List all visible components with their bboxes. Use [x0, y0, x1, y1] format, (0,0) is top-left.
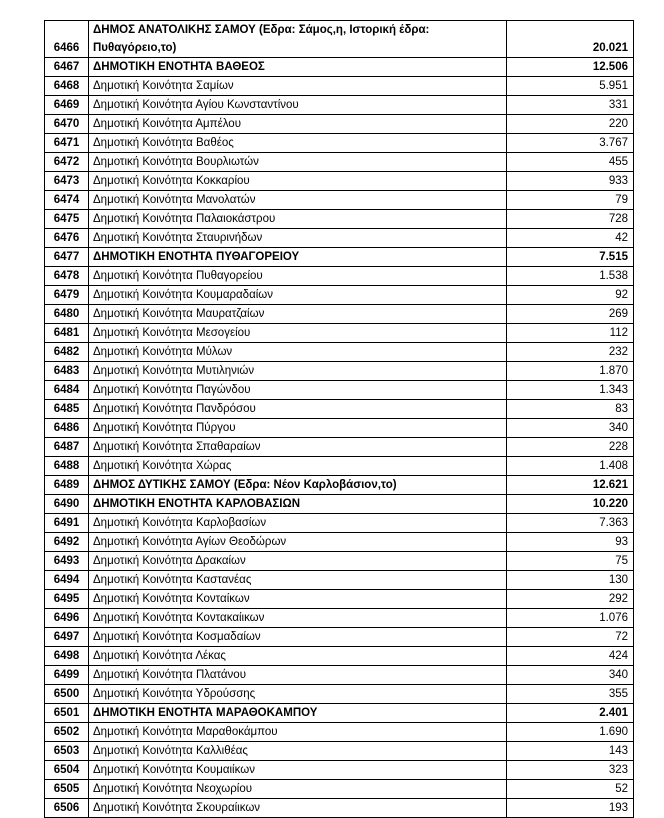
table-row — [45, 134, 634, 153]
row-name-cell: Δημοτική Κοινότητα Κουμαιίκων — [89, 761, 507, 780]
row-name-cell: Δημοτική Κοινότητα Καστανέας — [89, 571, 507, 590]
row-population-cell: 728 — [507, 210, 634, 229]
row-name-cell: ΔΗΜΟΤΙΚΗ ΕΝΟΤΗΤΑ ΠΥΘΑΓΟΡΕΙΟΥ — [89, 248, 507, 267]
row-name-cell: ΔΗΜΟΤΙΚΗ ΕΝΟΤΗΤΑ ΚΑΡΛΟΒΑΣΙΩΝ — [89, 495, 507, 514]
row-code-cell: 6497 — [45, 628, 89, 647]
row-code-cell: 6482 — [45, 343, 89, 362]
row-name-cell: Δημοτική Κοινότητα Μεσογείου — [89, 324, 507, 343]
row-code-cell: 6474 — [45, 191, 89, 210]
row-code-cell: 6484 — [45, 381, 89, 400]
table-row — [45, 571, 634, 590]
row-name-cell: Δημοτική Κοινότητα Σαμίων — [89, 77, 507, 96]
row-code-cell: 6492 — [45, 533, 89, 552]
row-population-cell: 1.408 — [507, 457, 634, 476]
row-population-cell: 12.506 — [507, 58, 634, 77]
row-population-cell: 52 — [507, 780, 634, 799]
row-population-cell: 1.076 — [507, 609, 634, 628]
row-code-cell: 6505 — [45, 780, 89, 799]
row-code-cell: 6467 — [45, 58, 89, 77]
row-population-cell: 92 — [507, 286, 634, 305]
row-name-cell: Δημοτική Κοινότητα Πύργου — [89, 419, 507, 438]
population-table-page — [44, 20, 633, 818]
table-row — [45, 191, 634, 210]
table-row — [45, 362, 634, 381]
row-name-cell: Δημοτική Κοινότητα Κονταίκων — [89, 590, 507, 609]
row-population-cell: 1.870 — [507, 362, 634, 381]
row-code-cell: 6471 — [45, 134, 89, 153]
row-population-cell: 130 — [507, 571, 634, 590]
row-population-cell: 20.021 — [507, 21, 634, 58]
row-code-cell: 6485 — [45, 400, 89, 419]
row-code-cell: 6487 — [45, 438, 89, 457]
row-code-cell: 6479 — [45, 286, 89, 305]
row-code-cell: 6494 — [45, 571, 89, 590]
row-code-cell: 6488 — [45, 457, 89, 476]
row-code-cell: 6489 — [45, 476, 89, 495]
table-row — [45, 704, 634, 723]
row-code-cell: 6483 — [45, 362, 89, 381]
row-name-cell: Δημοτική Κοινότητα Καρλοβασίων — [89, 514, 507, 533]
row-population-cell: 269 — [507, 305, 634, 324]
table-row — [45, 476, 634, 495]
row-population-cell: 143 — [507, 742, 634, 761]
table-row — [45, 324, 634, 343]
row-population-cell: 42 — [507, 229, 634, 248]
table-row — [45, 343, 634, 362]
row-population-cell: 340 — [507, 666, 634, 685]
row-population-cell: 7.363 — [507, 514, 634, 533]
row-population-cell: 75 — [507, 552, 634, 571]
table-row — [45, 115, 634, 134]
table-row — [45, 666, 634, 685]
table-row — [45, 780, 634, 799]
table-row — [45, 647, 634, 666]
table-row — [45, 609, 634, 628]
row-code-cell: 6475 — [45, 210, 89, 229]
row-name-cell: Δημοτική Κοινότητα Μαυρατζαίων — [89, 305, 507, 324]
row-population-cell: 1.343 — [507, 381, 634, 400]
row-code-cell: 6506 — [45, 799, 89, 818]
row-name-cell: Δημοτική Κοινότητα Χώρας — [89, 457, 507, 476]
row-code-cell: 6496 — [45, 609, 89, 628]
table-row — [45, 267, 634, 286]
row-name-cell: ΔΗΜΟΤΙΚΗ ΕΝΟΤΗΤΑ ΒΑΘΕΟΣ — [89, 58, 507, 77]
table-row — [45, 286, 634, 305]
row-name-cell: Δημοτική Κοινότητα Κοντακαίικων — [89, 609, 507, 628]
row-code-cell: 6500 — [45, 685, 89, 704]
row-name-cell: Δημοτική Κοινότητα Μύλων — [89, 343, 507, 362]
row-name-cell: Δημοτική Κοινότητα Κουμαραδαίων — [89, 286, 507, 305]
row-name-cell: Δημοτική Κοινότητα Υδρούσσης — [89, 685, 507, 704]
row-name-cell: Δημοτική Κοινότητα Παγώνδου — [89, 381, 507, 400]
row-name-cell: ΔΗΜΟΣ ΔΥΤΙΚΗΣ ΣΑΜΟΥ (Εδρα: Νέον Καρλοβάσιον,το) — [89, 476, 507, 495]
row-code-cell: 6470 — [45, 115, 89, 134]
row-population-cell: 232 — [507, 343, 634, 362]
table-row — [45, 495, 634, 514]
row-name-cell: Δημοτική Κοινότητα Παλαιοκάστρου — [89, 210, 507, 229]
row-population-cell: 2.401 — [507, 704, 634, 723]
row-name-cell: ΔΗΜΟΣ ΑΝΑΤΟΛΙΚΗΣ ΣΑΜΟΥ (Εδρα: Σάμος,η, Ιστορική έδρα: Πυθαγόρειο,το) — [89, 21, 507, 58]
table-row — [45, 21, 634, 58]
table-row — [45, 457, 634, 476]
table-row — [45, 172, 634, 191]
table-row — [45, 305, 634, 324]
table-row — [45, 153, 634, 172]
row-name-cell: Δημοτική Κοινότητα Μυτιληνιών — [89, 362, 507, 381]
table-row — [45, 381, 634, 400]
table-row — [45, 438, 634, 457]
row-name-cell: Δημοτική Κοινότητα Πανδρόσου — [89, 400, 507, 419]
row-population-cell: 93 — [507, 533, 634, 552]
row-code-cell: 6486 — [45, 419, 89, 438]
table-row — [45, 552, 634, 571]
row-code-cell: 6490 — [45, 495, 89, 514]
row-population-cell: 228 — [507, 438, 634, 457]
row-code-cell: 6469 — [45, 96, 89, 115]
table-row — [45, 77, 634, 96]
table-row — [45, 723, 634, 742]
row-name-cell: Δημοτική Κοινότητα Βουρλιωτών — [89, 153, 507, 172]
row-code-cell: 6473 — [45, 172, 89, 191]
row-name-cell: Δημοτική Κοινότητα Σπαθαραίων — [89, 438, 507, 457]
row-code-cell: 6499 — [45, 666, 89, 685]
row-population-cell: 933 — [507, 172, 634, 191]
row-population-cell: 83 — [507, 400, 634, 419]
table-row — [45, 533, 634, 552]
table-row — [45, 210, 634, 229]
row-name-cell: Δημοτική Κοινότητα Αμπέλου — [89, 115, 507, 134]
table-body — [45, 21, 634, 818]
row-population-cell: 5.951 — [507, 77, 634, 96]
row-code-cell: 6477 — [45, 248, 89, 267]
row-code-cell: 6481 — [45, 324, 89, 343]
table-row — [45, 400, 634, 419]
row-population-cell: 424 — [507, 647, 634, 666]
row-name-cell: Δημοτική Κοινότητα Πλατάνου — [89, 666, 507, 685]
table-row — [45, 742, 634, 761]
table-row — [45, 514, 634, 533]
table-row — [45, 96, 634, 115]
row-name-cell: Δημοτική Κοινότητα Κοσμαδαίων — [89, 628, 507, 647]
row-code-cell: 6478 — [45, 267, 89, 286]
row-population-cell: 292 — [507, 590, 634, 609]
row-population-cell: 323 — [507, 761, 634, 780]
row-code-cell: 6476 — [45, 229, 89, 248]
row-code-cell: 6468 — [45, 77, 89, 96]
row-population-cell: 340 — [507, 419, 634, 438]
row-population-cell: 331 — [507, 96, 634, 115]
table-row — [45, 628, 634, 647]
row-population-cell: 355 — [507, 685, 634, 704]
row-population-cell: 12.621 — [507, 476, 634, 495]
row-name-cell: ΔΗΜΟΤΙΚΗ ΕΝΟΤΗΤΑ ΜΑΡΑΘΟΚΑΜΠΟΥ — [89, 704, 507, 723]
row-code-cell: 6491 — [45, 514, 89, 533]
row-name-cell: Δημοτική Κοινότητα Αγίων Θεοδώρων — [89, 533, 507, 552]
table-row — [45, 419, 634, 438]
row-code-cell: 6502 — [45, 723, 89, 742]
row-name-cell: Δημοτική Κοινότητα Λέκας — [89, 647, 507, 666]
row-code-cell: 6503 — [45, 742, 89, 761]
table-row — [45, 229, 634, 248]
row-population-cell: 193 — [507, 799, 634, 818]
row-population-cell: 112 — [507, 324, 634, 343]
row-code-cell: 6501 — [45, 704, 89, 723]
row-population-cell: 1.538 — [507, 267, 634, 286]
table-row — [45, 685, 634, 704]
row-population-cell: 79 — [507, 191, 634, 210]
row-population-cell: 1.690 — [507, 723, 634, 742]
row-code-cell: 6495 — [45, 590, 89, 609]
row-name-cell: Δημοτική Κοινότητα Πυθαγορείου — [89, 267, 507, 286]
row-name-cell: Δημοτική Κοινότητα Αγίου Κωνσταντίνου — [89, 96, 507, 115]
row-name-cell: Δημοτική Κοινότητα Νεοχωρίου — [89, 780, 507, 799]
population-table — [44, 20, 634, 818]
row-population-cell: 72 — [507, 628, 634, 647]
row-code-cell: 6466 — [45, 21, 89, 58]
row-population-cell: 7.515 — [507, 248, 634, 267]
row-name-cell: Δημοτική Κοινότητα Σκουραίικων — [89, 799, 507, 818]
row-code-cell: 6504 — [45, 761, 89, 780]
row-name-cell: Δημοτική Κοινότητα Σταυρινήδων — [89, 229, 507, 248]
table-row — [45, 248, 634, 267]
row-population-cell: 455 — [507, 153, 634, 172]
table-row — [45, 58, 634, 77]
row-population-cell: 220 — [507, 115, 634, 134]
row-population-cell: 10.220 — [507, 495, 634, 514]
row-code-cell: 6480 — [45, 305, 89, 324]
row-name-cell: Δημοτική Κοινότητα Μαραθοκάμπου — [89, 723, 507, 742]
row-code-cell: 6472 — [45, 153, 89, 172]
row-code-cell: 6498 — [45, 647, 89, 666]
table-row — [45, 590, 634, 609]
row-name-cell: Δημοτική Κοινότητα Καλλιθέας — [89, 742, 507, 761]
row-name-cell: Δημοτική Κοινότητα Δρακαίων — [89, 552, 507, 571]
row-name-cell: Δημοτική Κοινότητα Μανολατών — [89, 191, 507, 210]
row-name-cell: Δημοτική Κοινότητα Κοκκαρίου — [89, 172, 507, 191]
table-row — [45, 761, 634, 780]
row-code-cell: 6493 — [45, 552, 89, 571]
row-population-cell: 3.767 — [507, 134, 634, 153]
row-name-cell: Δημοτική Κοινότητα Βαθέος — [89, 134, 507, 153]
